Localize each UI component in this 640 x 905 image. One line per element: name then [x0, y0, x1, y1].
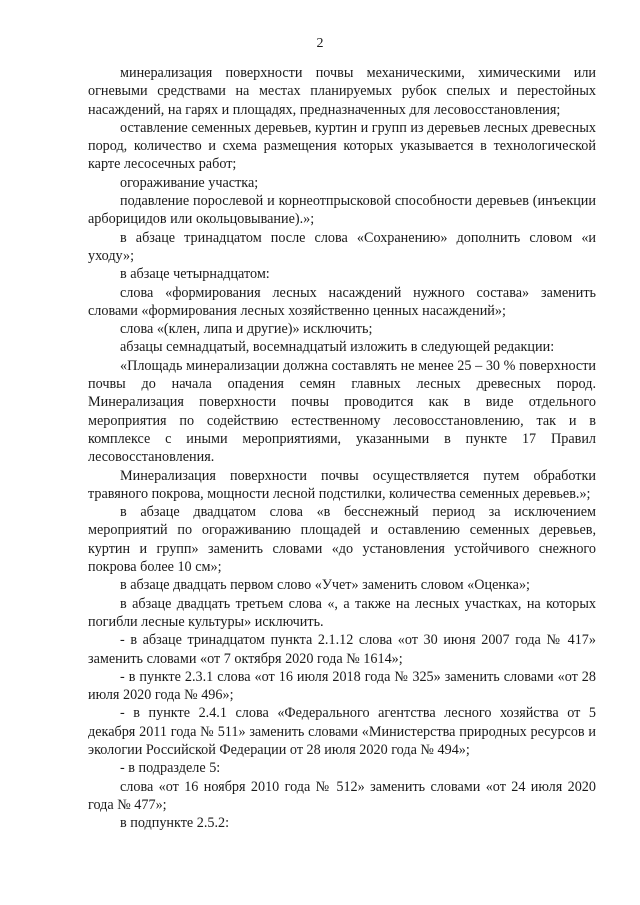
paragraph: «Площадь минерализации должна составлять не менее 25 – 30 % поверхности почвы до начала опадения семян главных лесных древесных пород. Минерализация поверхности почвы проводится как в виде отдельного мероприятия по содействию естественному лесовосстановлению, так и в комплексе с иными мероприятиями, указанными в пункте 17 Правил лесовосстановления.: [88, 357, 596, 466]
paragraph: в абзаце тринадцатом после слова «Сохранению» дополнить словом «и уходу»;: [88, 229, 596, 264]
paragraph: в абзаце двадцать первом слово «Учет» заменить словом «Оценка»;: [120, 577, 530, 594]
paragraph: в абзаце четырнадцатом:: [120, 266, 270, 283]
paragraph: - в абзаце тринадцатом пункта 2.1.12 слова «от 30 июня 2007 года № 417» заменить словами «от 7 октября 2020 года № 1614»;: [88, 632, 596, 667]
paragraph: - в подразделе 5:: [120, 760, 221, 777]
paragraph: слова «формирования лесных насаждений нужного состава» заменить словами «формирования лесных хозяйственно ценных насаждений»;: [88, 284, 596, 319]
paragraph: в абзаце двадцатом слова «в бесснежный период за исключением мероприятий по огораживанию площадей и оставлению семенных деревьев, куртин и групп» заменить словами «до установления устойчивого снежного покрова более 10 см»;: [88, 504, 596, 576]
paragraph: Минерализация поверхности почвы осуществляется путем обработки травяного покрова, мощности лесной подстилки, количества семенных деревьев.»;: [88, 467, 596, 502]
paragraph: слова «от 16 ноября 2010 года № 512» заменить словами «от 24 июля 2020 года № 477»;: [88, 778, 596, 813]
paragraph: в абзаце двадцать третьем слова «, а также на лесных участках, на которых погибли лесные культуры» исключить.: [88, 595, 596, 630]
paragraph: - в пункте 2.4.1 слова «Федерального агентства лесного хозяйства от 5 декабря 2011 года № 511» заменить словами «Министерства природных ресурсов и экологии Российской Федерации от 28 июля 2020 года № 494»;: [88, 705, 596, 758]
paragraph: оставление семенных деревьев, куртин и групп из деревьев лесных древесных пород, количество и схема размещения которых указывается в технологической карте лесосечных работ;: [88, 119, 596, 173]
paragraph: огораживание участка;: [120, 174, 259, 191]
paragraph: - в пункте 2.3.1 слова «от 16 июля 2018 года № 325» заменить словами «от 28 июля 2020 года № 496»;: [88, 668, 596, 704]
document-body: [88, 64, 596, 832]
paragraph: в подпункте 2.5.2:: [120, 815, 230, 832]
paragraph: слова «(клен, липа и другие)» исключить;: [120, 321, 373, 338]
paragraph: абзацы семнадцатый, восемнадцатый изложить в следующей редакции:: [120, 339, 555, 356]
page-number: 2: [316, 36, 324, 51]
paragraph: подавление порослевой и корнеотпрысковой способности деревьев (инъекции арборицидов или окольцовывание).»;: [88, 193, 596, 228]
paragraph: минерализация поверхности почвы механическими, химическими или огневыми средствами на местах планируемых рубок спелых и перестойных насаждений, на гарях и площадях, предназначенных для лесовосстановления;: [88, 65, 596, 118]
